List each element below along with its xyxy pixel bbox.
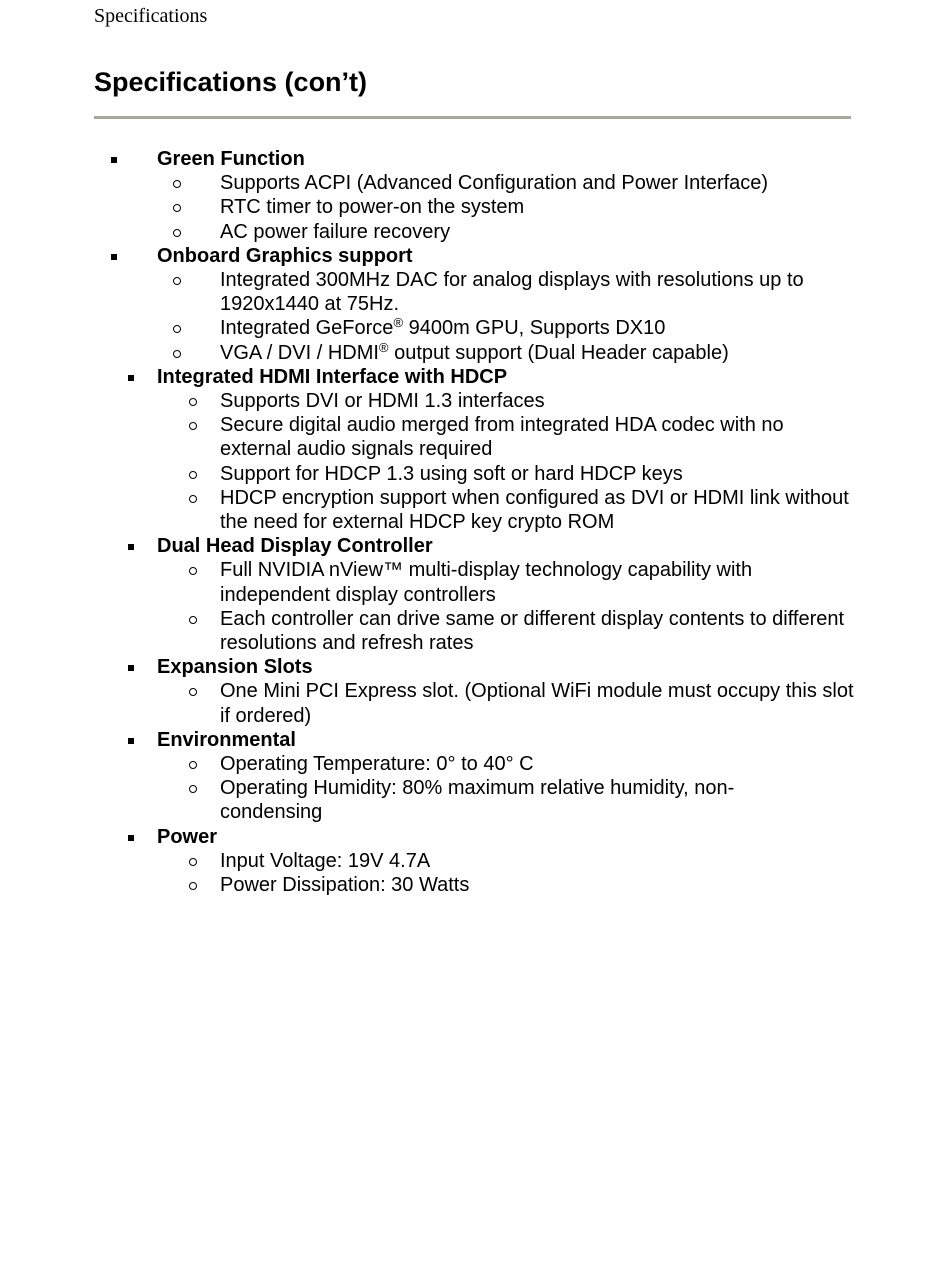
list-item (0, 413, 950, 461)
section-title: Expansion Slots (157, 656, 313, 679)
circle-bullet-icon (189, 495, 197, 503)
square-bullet-icon (128, 738, 134, 744)
circle-bullet-icon (189, 761, 197, 769)
list-item (0, 389, 950, 413)
section-title: Green Function (157, 148, 305, 170)
list-item-text: Supports DVI or HDMI 1.3 interfaces (220, 390, 545, 413)
list-item-text: HDCP encryption support when configured as DVI or HDMI link without the need for external HDCP key crypto ROM (220, 486, 849, 534)
list-item (0, 195, 950, 219)
list-item-text: VGA / DVI / HDMI (220, 341, 379, 364)
square-bullet-icon (128, 544, 134, 550)
section-title: Dual Head Display Controller (157, 535, 433, 558)
list-item-text: AC power failure recovery (220, 220, 451, 243)
list-item (0, 776, 950, 824)
circle-bullet-icon (189, 398, 197, 406)
circle-bullet-icon (189, 858, 197, 866)
list-item (0, 486, 950, 534)
square-bullet-icon (128, 665, 134, 671)
list-item-text: Integrated 300MHz DAC for analog displays with resolutions up to 1920x1440 at 75Hz. (220, 269, 804, 316)
circle-bullet-icon (189, 882, 197, 890)
section-green-function (0, 147, 950, 244)
circle-bullet-icon (189, 567, 197, 575)
title-divider (94, 116, 851, 119)
specification-list (0, 147, 950, 897)
circle-bullet-icon (173, 325, 181, 333)
list-item-text: output support (Dual Header capable) (394, 341, 729, 364)
square-bullet-icon (128, 375, 134, 381)
list-item-text: Full NVIDIA nView™ multi-display technology capability with independent display controllers (220, 559, 753, 606)
registered-mark: ® (378, 339, 389, 355)
circle-bullet-icon (173, 350, 181, 358)
list-item-text: Input Voltage: 19V 4.7A (220, 849, 431, 872)
circle-bullet-icon (173, 229, 181, 237)
circle-bullet-icon (189, 422, 197, 430)
section-title: Environmental (157, 728, 296, 751)
list-item-text: One Mini PCI Express slot. (Optional WiFi module must occupy this slot if ordered) (220, 680, 854, 727)
list-item (0, 752, 950, 776)
list-item (0, 679, 950, 727)
list-item (0, 171, 950, 195)
running-header: Specifications (94, 5, 208, 27)
registered-mark: ® (393, 315, 404, 331)
page-title: Specifications (con’t) (94, 67, 368, 97)
square-bullet-icon (128, 835, 134, 841)
section-title: Onboard Graphics support (157, 244, 413, 267)
circle-bullet-icon (189, 785, 197, 793)
section-onboard-graphics (0, 244, 950, 365)
list-item-text: Support for HDCP 1.3 using soft or hard HDCP keys (220, 462, 683, 485)
list-item (0, 607, 950, 655)
list-item-text: Integrated GeForce (220, 317, 394, 340)
list-item (0, 558, 950, 606)
section-title: Integrated HDMI Interface with HDCP (157, 365, 508, 388)
list-item (0, 316, 950, 340)
section-power (0, 825, 950, 898)
list-item (0, 220, 950, 244)
circle-bullet-icon (189, 688, 197, 696)
list-item-text: Operating Temperature: 0° to 40° C (220, 753, 534, 776)
square-bullet-icon (111, 254, 117, 260)
list-item (0, 462, 950, 486)
circle-bullet-icon (173, 180, 181, 188)
circle-bullet-icon (173, 204, 181, 212)
list-item-text: RTC timer to power-on the system (220, 196, 525, 219)
section-title: Power (157, 825, 218, 848)
section-dual-head-display (0, 534, 950, 655)
section-environmental (0, 728, 950, 825)
list-item (0, 873, 950, 897)
list-item-text: Supports ACPI (Advanced Configuration and Power Interface) (220, 172, 769, 195)
list-item-text: Operating Humidity: 80% maximum relative humidity, non-condensing (220, 777, 735, 824)
circle-bullet-icon (189, 471, 197, 479)
square-bullet-icon (111, 157, 117, 163)
list-item-text: 9400m GPU, Supports DX10 (408, 317, 666, 340)
list-item (0, 849, 950, 873)
list-item (0, 341, 950, 365)
circle-bullet-icon (173, 277, 181, 285)
list-item-text: Secure digital audio merged from integrated HDA codec with no external audio signals required (220, 414, 784, 461)
section-expansion-slots (0, 655, 950, 728)
list-item (0, 268, 950, 316)
section-hdmi-interface (0, 365, 950, 534)
list-item-text: Each controller can drive same or different display contents to different resolutions and refresh rates (220, 607, 845, 655)
circle-bullet-icon (189, 616, 197, 624)
list-item-text: Power Dissipation: 30 Watts (220, 874, 470, 897)
